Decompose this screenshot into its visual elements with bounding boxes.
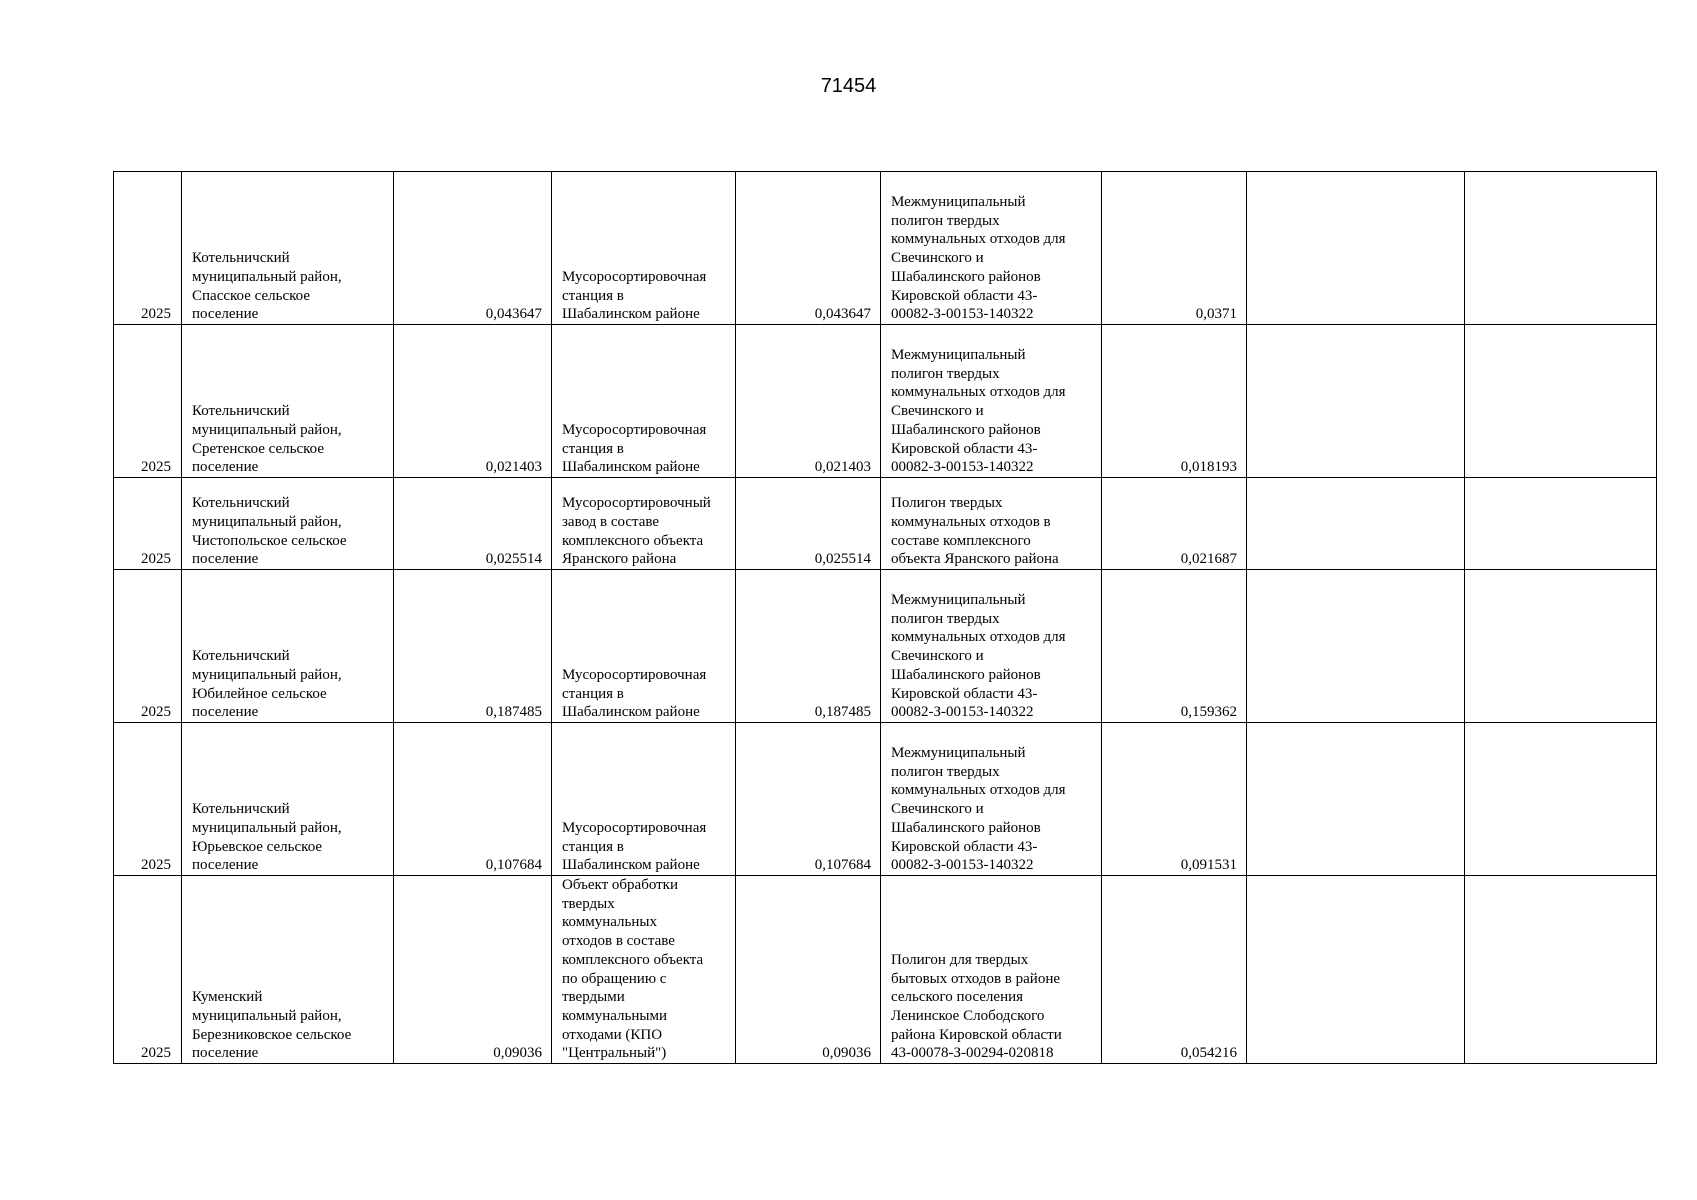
empty-cell <box>1465 325 1657 478</box>
empty-cell <box>1465 172 1657 325</box>
page-number: 71454 <box>820 75 877 97</box>
municipality-cell: Котельничский муниципальный район, Чистопольское сельское поселение <box>182 478 394 570</box>
disposal-facility-cell: Полигон твердых коммунальных отходов в составе комплексного объекта Яранского района <box>881 478 1102 570</box>
disposed-volume-cell: 0,0371 <box>1102 172 1247 325</box>
volume-cell: 0,107684 <box>394 723 552 876</box>
empty-cell <box>1465 478 1657 570</box>
municipality-cell: Котельничский муниципальный район, Юбилейное сельское поселение <box>182 570 394 723</box>
processed-volume-cell: 0,021403 <box>736 325 881 478</box>
processed-volume-cell: 0,107684 <box>736 723 881 876</box>
year-cell: 2025 <box>114 723 182 876</box>
processed-volume-cell: 0,025514 <box>736 478 881 570</box>
volume-cell: 0,187485 <box>394 570 552 723</box>
waste-flow-table <box>113 171 1657 1064</box>
disposed-volume-cell: 0,054216 <box>1102 876 1247 1064</box>
year-cell: 2025 <box>114 172 182 325</box>
empty-cell <box>1247 723 1465 876</box>
table-row <box>114 325 1657 478</box>
processing-facility-cell: Объект обработки твердых коммунальных отходов в составе комплексного объекта по обращению с твердыми коммунальными отходами (КПО "Центральный") <box>552 876 736 1064</box>
volume-cell: 0,025514 <box>394 478 552 570</box>
disposal-facility-cell: Межмуниципальный полигон твердых коммунальных отходов для Свечинского и Шабалинского районов Кировской области 43- 00082-З-00153-140322 <box>881 723 1102 876</box>
empty-cell <box>1465 570 1657 723</box>
table-row <box>114 172 1657 325</box>
disposed-volume-cell: 0,018193 <box>1102 325 1247 478</box>
table-row <box>114 876 1657 1064</box>
disposal-facility-cell: Полигон для твердых бытовых отходов в районе сельского поселения Ленинское Слободского района Кировской области 43-00078-З-00294-020818 <box>881 876 1102 1064</box>
disposed-volume-cell: 0,159362 <box>1102 570 1247 723</box>
year-cell: 2025 <box>114 325 182 478</box>
processed-volume-cell: 0,043647 <box>736 172 881 325</box>
table-row <box>114 570 1657 723</box>
processing-facility-cell: Мусоросортировочный завод в составе комплексного объекта Яранского района <box>552 478 736 570</box>
processing-facility-cell: Мусоросортировочная станция в Шабалинском районе <box>552 325 736 478</box>
municipality-cell: Котельничский муниципальный район, Сретенское сельское поселение <box>182 325 394 478</box>
empty-cell <box>1465 876 1657 1064</box>
processing-facility-cell: Мусоросортировочная станция в Шабалинском районе <box>552 723 736 876</box>
year-cell: 2025 <box>114 876 182 1064</box>
empty-cell <box>1247 876 1465 1064</box>
empty-cell <box>1247 325 1465 478</box>
disposal-facility-cell: Межмуниципальный полигон твердых коммунальных отходов для Свечинского и Шабалинского районов Кировской области 43- 00082-З-00153-140322 <box>881 172 1102 325</box>
empty-cell <box>1247 478 1465 570</box>
volume-cell: 0,043647 <box>394 172 552 325</box>
disposed-volume-cell: 0,091531 <box>1102 723 1247 876</box>
table-row <box>114 723 1657 876</box>
municipality-cell: Котельничский муниципальный район, Юрьевское сельское поселение <box>182 723 394 876</box>
processing-facility-cell: Мусоросортировочная станция в Шабалинском районе <box>552 172 736 325</box>
disposal-facility-cell: Межмуниципальный полигон твердых коммунальных отходов для Свечинского и Шабалинского районов Кировской области 43- 00082-З-00153-140322 <box>881 570 1102 723</box>
year-cell: 2025 <box>114 478 182 570</box>
volume-cell: 0,021403 <box>394 325 552 478</box>
disposed-volume-cell: 0,021687 <box>1102 478 1247 570</box>
empty-cell <box>1247 570 1465 723</box>
table-row <box>114 478 1657 570</box>
volume-cell: 0,09036 <box>394 876 552 1064</box>
disposal-facility-cell: Межмуниципальный полигон твердых коммунальных отходов для Свечинского и Шабалинского районов Кировской области 43- 00082-З-00153-140322 <box>881 325 1102 478</box>
municipality-cell: Котельничский муниципальный район, Спасское сельское поселение <box>182 172 394 325</box>
year-cell: 2025 <box>114 570 182 723</box>
processed-volume-cell: 0,187485 <box>736 570 881 723</box>
municipality-cell: Куменский муниципальный район, Березниковское сельское поселение <box>182 876 394 1064</box>
processing-facility-cell: Мусоросортировочная станция в Шабалинском районе <box>552 570 736 723</box>
empty-cell <box>1465 723 1657 876</box>
processed-volume-cell: 0,09036 <box>736 876 881 1064</box>
empty-cell <box>1247 172 1465 325</box>
